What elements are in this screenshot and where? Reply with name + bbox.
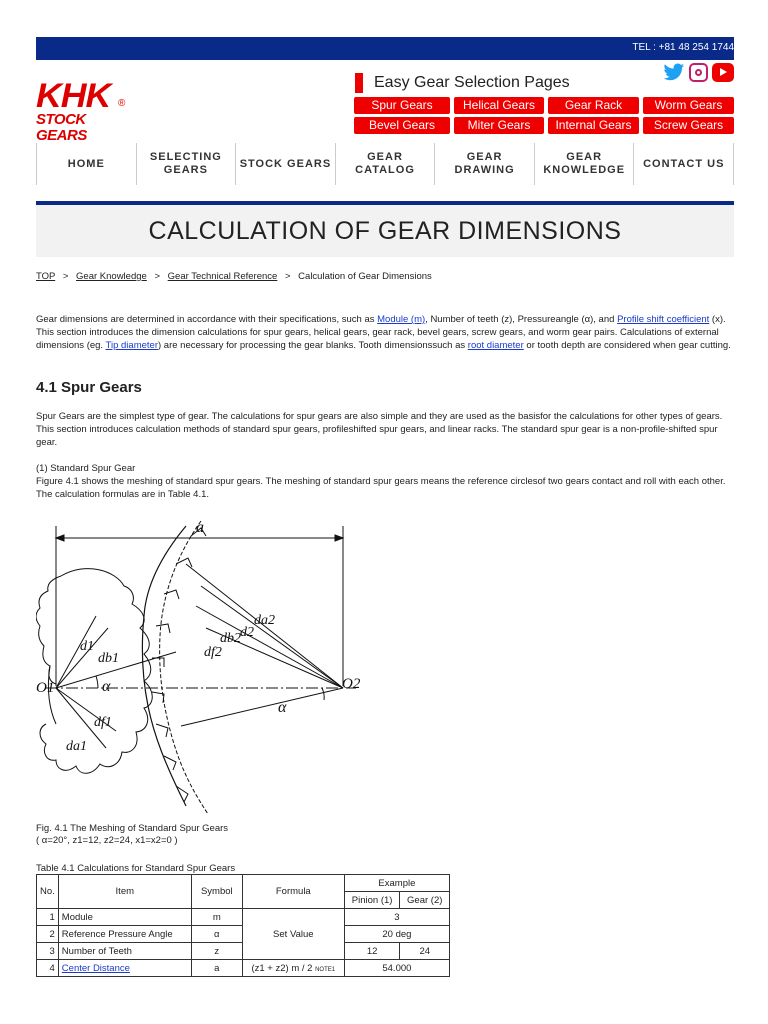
intro-text-5: or tooth depth are considered when gear cutting. <box>523 340 731 351</box>
cell-item: Number of Teeth <box>58 943 191 960</box>
spur-gears-button[interactable]: Spur Gears <box>354 97 450 114</box>
tip-diameter-link[interactable]: Tip diameter <box>105 340 158 351</box>
cell-gear: 24 <box>400 943 450 960</box>
nav-selecting-gears[interactable] <box>136 143 236 185</box>
cell-example: 3 <box>344 909 449 926</box>
nav-home-label: HOME <box>67 157 105 170</box>
header-example: Example <box>344 875 449 892</box>
intro-text-2: , Number of teeth (z), Pressureangle (α), and <box>425 314 618 325</box>
logo-subtext: STOCK GEARS <box>36 111 87 144</box>
logo-text: KHK <box>36 77 111 115</box>
nav-gear-knowledge-line1: GEAR <box>566 151 603 163</box>
nav-gear-catalog-line1: GEAR <box>367 151 403 163</box>
breadcrumb-top[interactable]: TOP <box>36 271 56 282</box>
pinion-outline-left <box>36 576 61 684</box>
figure-caption-line2: ( α=20°, z1=12, z2=24, x1=x2=0 ) <box>36 835 178 846</box>
screw-gears-button[interactable]: Screw Gears <box>643 117 734 134</box>
section-heading: 4.1 Spur Gears <box>36 379 142 396</box>
nav-gear-knowledge-line2: KNOWLEDGE <box>543 164 626 176</box>
standard-spur-heading: (1) Standard Spur Gear <box>36 463 136 474</box>
nav-selecting-gears-line2: GEARS <box>163 164 208 176</box>
cell-no: 3 <box>37 943 59 960</box>
table-header-row <box>37 875 450 892</box>
intro-text-4: ) are necessary for processing the gear blanks. Tooth dimensionssuch as <box>157 340 468 351</box>
intro-text-3: (x). This section introduces the dimension calculations for spur gears, helical gears, gear rack, bevel gears, screw gears, and worm gear pairs. Calculations of external dimensions (eg. <box>36 314 726 351</box>
pressure-angle-line-right <box>181 688 343 726</box>
nav-home[interactable] <box>36 143 136 185</box>
table-row <box>37 909 450 926</box>
pinion-outline <box>40 569 152 774</box>
header-item: Item <box>58 875 191 909</box>
cell-set-value: Set Value <box>242 909 344 960</box>
breadcrumb-separator: > <box>284 271 291 282</box>
label-alpha-left: α <box>102 678 111 695</box>
cell-no: 2 <box>37 926 59 943</box>
instagram-icon[interactable] <box>689 63 708 82</box>
logo-registered-mark: ® <box>118 98 126 109</box>
cell-item: Module <box>58 909 191 926</box>
label-df1: df1 <box>94 715 112 730</box>
red-marker <box>355 73 363 93</box>
figure-caption <box>36 823 228 847</box>
header-pinion: Pinion (1) <box>344 892 400 909</box>
cell-formula <box>242 960 344 977</box>
breadcrumb-gear-technical-reference[interactable]: Gear Technical Reference <box>167 271 278 282</box>
nav-selecting-gears-line1: SELECTING <box>149 151 222 163</box>
intro-text-1: Gear dimensions are determined in accordance with their specifications, such as <box>36 314 378 325</box>
cell-no: 4 <box>37 960 59 977</box>
root-diameter-link[interactable]: root diameter <box>467 340 524 351</box>
cell-example: 20 deg <box>344 926 449 943</box>
nav-gear-knowledge[interactable] <box>534 143 634 185</box>
gear-meshing-figure <box>36 516 366 818</box>
label-da1: da1 <box>66 739 87 754</box>
module-link[interactable]: Module (m) <box>377 314 426 325</box>
gear-selection-title: Easy Gear Selection Pages <box>374 74 570 91</box>
spur-gear-calculation-table <box>36 874 450 977</box>
table-caption: Table 4.1 Calculations for Standard Spur Gears <box>36 863 236 874</box>
miter-gears-button[interactable]: Miter Gears <box>454 117 544 134</box>
nav-gear-catalog[interactable] <box>335 143 435 185</box>
main-nav <box>36 143 734 185</box>
nav-stock-gears-label: STOCK GEARS <box>239 157 332 170</box>
header-formula: Formula <box>242 875 344 909</box>
nav-gear-drawing[interactable] <box>434 143 534 185</box>
page-title-box <box>36 201 734 257</box>
gear-selection-heading <box>355 73 570 93</box>
intro-paragraph <box>36 313 736 352</box>
header-no: No. <box>37 875 59 909</box>
label-d2: d2 <box>240 625 254 640</box>
label-o1: O1 <box>36 680 55 696</box>
pressure-angle-arc <box>322 688 324 700</box>
helical-gears-button[interactable]: Helical Gears <box>454 97 544 114</box>
nav-contact-us[interactable] <box>633 143 734 185</box>
label-a: a <box>196 519 204 536</box>
breadcrumb-separator: > <box>154 271 161 282</box>
formula-text: (z1 + z2) m / 2 <box>251 962 313 974</box>
spur-gears-paragraph: Spur Gears are the simplest type of gear. The calculations for spur gears are also simple and they are used as the basisfor the calculations for other types of gears. This section introduces calculation methods of standard spur gears, profileshifted spur gears, and linear racks. The standard spur gear is a non-profile-shifted spur gear. <box>36 411 723 448</box>
social-links <box>663 63 734 82</box>
gear-rack-button[interactable]: Gear Rack <box>548 97 639 114</box>
bevel-gears-button[interactable]: Bevel Gears <box>354 117 450 134</box>
cell-symbol: a <box>191 960 242 977</box>
cell-example: 54.000 <box>344 960 449 977</box>
breadcrumb-gear-knowledge[interactable]: Gear Knowledge <box>76 271 147 282</box>
cell-pinion: 12 <box>344 943 400 960</box>
label-o2: O2 <box>342 676 361 692</box>
nav-stock-gears[interactable] <box>235 143 335 185</box>
label-db1: db1 <box>98 651 119 666</box>
label-da2: da2 <box>254 613 275 628</box>
youtube-icon[interactable] <box>712 63 734 82</box>
twitter-icon[interactable] <box>663 63 685 82</box>
internal-gears-button[interactable]: Internal Gears <box>548 117 639 134</box>
cell-no: 1 <box>37 909 59 926</box>
nav-gear-drawing-line1: GEAR <box>466 151 503 163</box>
cell-symbol: m <box>191 909 242 926</box>
nav-gear-drawing-line2: DRAWING <box>454 164 515 176</box>
header-symbol: Symbol <box>191 875 242 909</box>
cell-symbol: z <box>191 943 242 960</box>
label-db2: db2 <box>220 631 241 646</box>
breadcrumb <box>36 271 432 282</box>
pinion-angle-arc <box>96 676 98 688</box>
label-alpha-right: α <box>278 699 287 716</box>
khk-logo[interactable] <box>36 77 132 144</box>
cell-symbol: α <box>191 926 242 943</box>
label-df2: df2 <box>204 645 222 660</box>
figure-caption-line1: Fig. 4.1 The Meshing of Standard Spur Gears <box>36 823 229 834</box>
gear-selection-buttons <box>354 97 734 134</box>
cell-item <box>58 960 191 977</box>
breadcrumb-current: Calculation of Gear Dimensions <box>298 271 432 282</box>
top-bar <box>36 37 734 60</box>
breadcrumb-separator: > <box>62 271 69 282</box>
label-d1: d1 <box>80 639 94 654</box>
formula-note: NOTE1 <box>315 966 336 973</box>
center-distance-link[interactable]: Center Distance <box>61 962 130 974</box>
nav-contact-us-label: CONTACT US <box>643 157 725 170</box>
header-gear: Gear (2) <box>400 892 450 909</box>
nav-gear-catalog-line2: CATALOG <box>355 164 415 176</box>
worm-gears-button[interactable]: Worm Gears <box>643 97 734 114</box>
page-title: CALCULATION OF GEAR DIMENSIONS <box>148 217 622 245</box>
profile-shift-link[interactable]: Profile shift coefficient <box>617 314 710 325</box>
telephone: TEL : +81 48 254 1744 <box>632 42 734 53</box>
standard-spur-paragraph: Figure 4.1 shows the meshing of standard spur gears. The meshing of standard spur gears means the reference circlesof two gears contact and roll with each other. The calculation formulas are in Table 4.1. <box>36 476 726 500</box>
cell-item: Reference Pressure Angle <box>58 926 191 943</box>
gear-root-circle <box>160 521 208 814</box>
table-row <box>37 960 450 977</box>
